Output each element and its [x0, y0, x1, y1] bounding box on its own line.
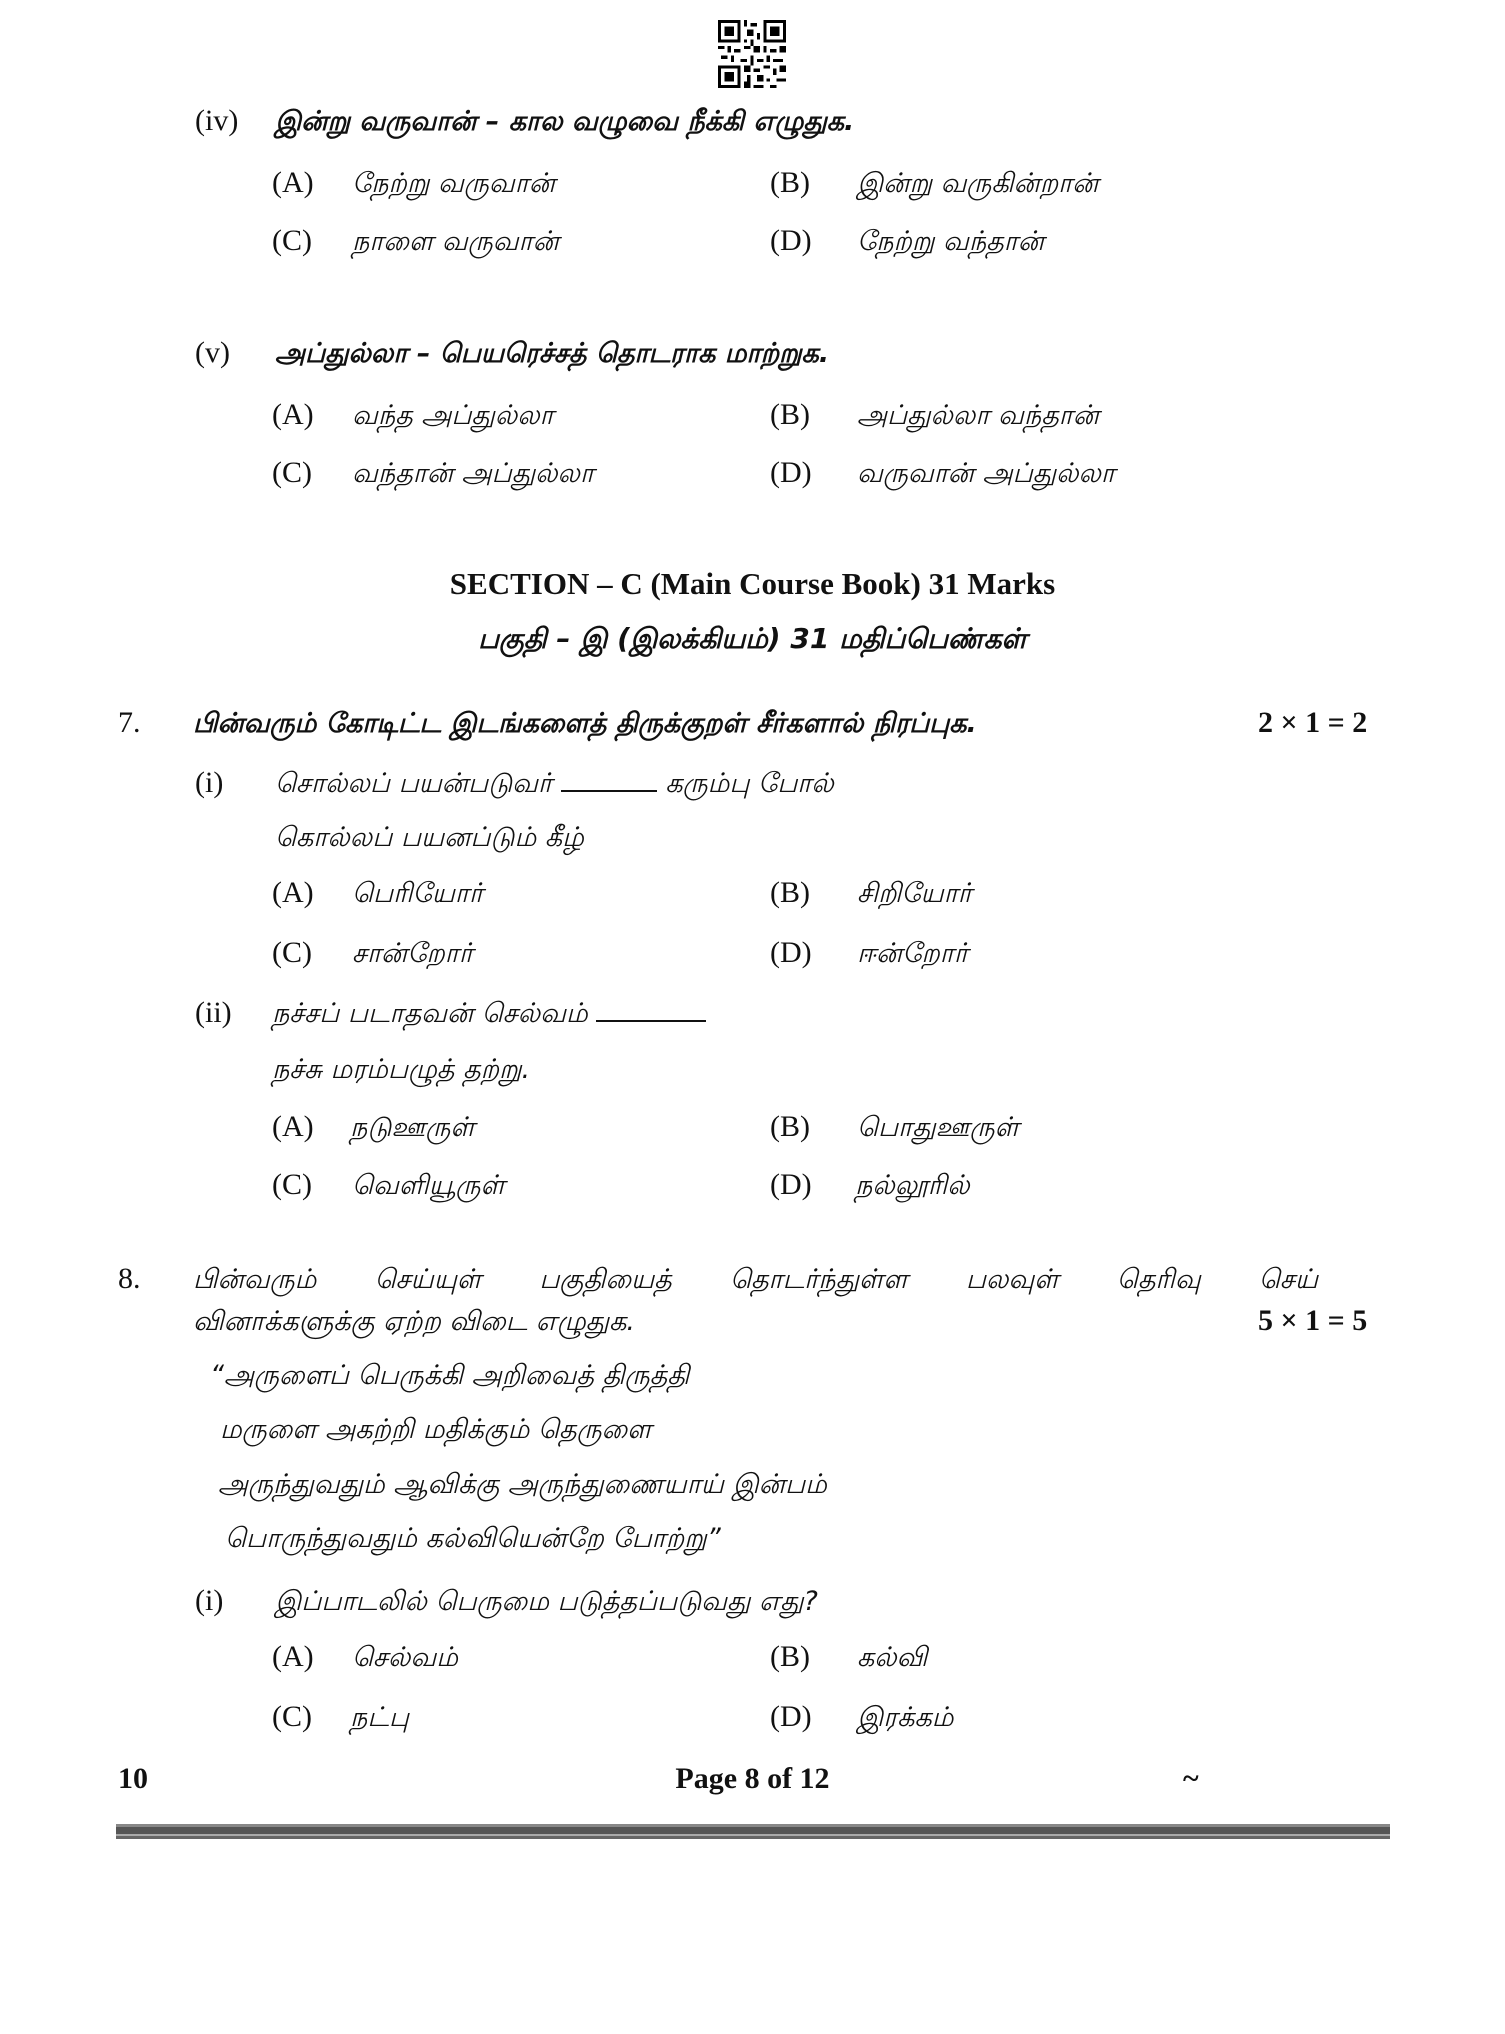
option-text: நல்லூரில் — [855, 1170, 970, 1201]
option-text: வந்த அப்துல்லா — [352, 400, 554, 431]
question-text: இப்பாடலில் பெருமை படுத்தப்படுவது எது? — [275, 1586, 818, 1617]
option-text: இரக்கம் — [857, 1702, 954, 1733]
option-key: (A) — [272, 876, 314, 909]
fill-blank — [596, 1016, 706, 1022]
option-key: (D) — [770, 936, 812, 969]
option-text: ஈன்றோர் — [857, 938, 968, 969]
option-key: (C) — [272, 456, 312, 489]
qr-code-icon — [718, 20, 786, 88]
poem-line: மருளை அகற்றி மதிக்கும் தெருளை — [220, 1414, 652, 1445]
question-text: நச்சு மரம்பழுத் தற்று. — [272, 1054, 531, 1085]
question-text: இன்று வருவான் – கால வழுவை நீக்கி எழுதுக. — [275, 106, 855, 137]
question-number: (ii) — [195, 996, 232, 1029]
question-text: அப்துல்லா – பெயரெச்சத் தொடராக மாற்றுக. — [275, 338, 830, 369]
marks: 5 × 1 = 5 — [1258, 1304, 1368, 1337]
question-text: நச்சப் படாதவன் செல்வம் — [272, 998, 588, 1029]
question-text: பின்வரும் செய்யுள் பகுதியைத் தொடர்ந்துள்ள பலவுள் தெரிவு செய் — [193, 1264, 1318, 1295]
option-text: சிறியோர் — [857, 878, 972, 909]
poem-line: பொருந்துவதும் கல்வியென்றே போற்று” — [225, 1523, 721, 1554]
question-text: பின்வரும் கோடிட்ட இடங்களைத் திருக்குறள் சீர்களால் நிரப்புக. — [193, 708, 977, 739]
option-text: நடுஊருள் — [350, 1112, 475, 1143]
option-text: பொதுஊருள் — [857, 1112, 1019, 1143]
option-text: சான்றோர் — [352, 938, 473, 969]
paper-code: 10 — [118, 1762, 148, 1795]
option-key: (A) — [272, 166, 314, 199]
option-text: நேற்று வருவான் — [352, 168, 556, 199]
option-key: (D) — [770, 224, 812, 257]
option-text: பெரியோர் — [352, 878, 484, 909]
question-text: கரும்பு போல் — [665, 768, 834, 799]
question-line — [275, 768, 834, 803]
poem-line: “அருளைப் பெருக்கி அறிவைத் திருத்தி — [210, 1360, 690, 1391]
option-key: (B) — [770, 398, 810, 431]
section-subtitle: பகுதி – இ (இலக்கியம்) 31 மதிப்பெண்கள் — [478, 622, 1027, 655]
question-number: 7. — [118, 706, 141, 739]
fill-blank — [561, 786, 657, 792]
option-text: வந்தான் அப்துல்லா — [352, 458, 595, 489]
question-number: (i) — [195, 1584, 224, 1617]
option-key: (C) — [272, 1168, 312, 1201]
option-key: (C) — [272, 1700, 312, 1733]
option-key: (D) — [770, 1168, 812, 1201]
option-key: (A) — [272, 398, 314, 431]
question-number: (v) — [195, 336, 230, 369]
marks: 2 × 1 = 2 — [1258, 706, 1368, 739]
option-text: வருவான் அப்துல்லா — [857, 458, 1116, 489]
option-text: நாளை வருவான் — [352, 226, 559, 257]
option-text: அப்துல்லா வந்தான் — [857, 400, 1100, 431]
option-key: (B) — [770, 1640, 810, 1673]
question-text: கொல்லப் பயனப்டும் கீழ் — [275, 822, 584, 853]
option-key: (B) — [770, 876, 810, 909]
section-title: SECTION – C (Main Course Book) 31 Marks — [449, 566, 1056, 601]
option-key: (B) — [770, 1110, 810, 1143]
option-key: (A) — [272, 1640, 314, 1673]
option-text: இன்று வருகின்றான் — [857, 168, 1099, 199]
option-text: கல்வி — [857, 1642, 928, 1673]
option-key: (A) — [272, 1110, 314, 1143]
option-text: நேற்று வந்தான் — [857, 226, 1045, 257]
option-key: (C) — [272, 224, 312, 257]
option-key: (C) — [272, 936, 312, 969]
question-text: சொல்லப் பயன்படுவர் — [275, 768, 553, 799]
question-number: (i) — [195, 766, 224, 799]
footer-mark: ~ — [1183, 1762, 1199, 1795]
option-text: நட்பு — [350, 1702, 409, 1733]
question-text: வினாக்களுக்கு ஏற்ற விடை எழுதுக. — [193, 1306, 635, 1337]
question-number: 8. — [118, 1262, 141, 1295]
question-line — [272, 998, 706, 1033]
poem-line: அருந்துவதும் ஆவிக்கு அருந்துணையாய் இன்பம் — [218, 1469, 827, 1500]
option-key: (D) — [770, 1700, 812, 1733]
option-text: வெளியூருள் — [352, 1170, 505, 1201]
option-key: (B) — [770, 166, 810, 199]
question-number: (iv) — [195, 104, 239, 137]
option-text: செல்வம் — [352, 1642, 458, 1673]
option-key: (D) — [770, 456, 812, 489]
page-number: Page 8 of 12 — [675, 1762, 830, 1795]
